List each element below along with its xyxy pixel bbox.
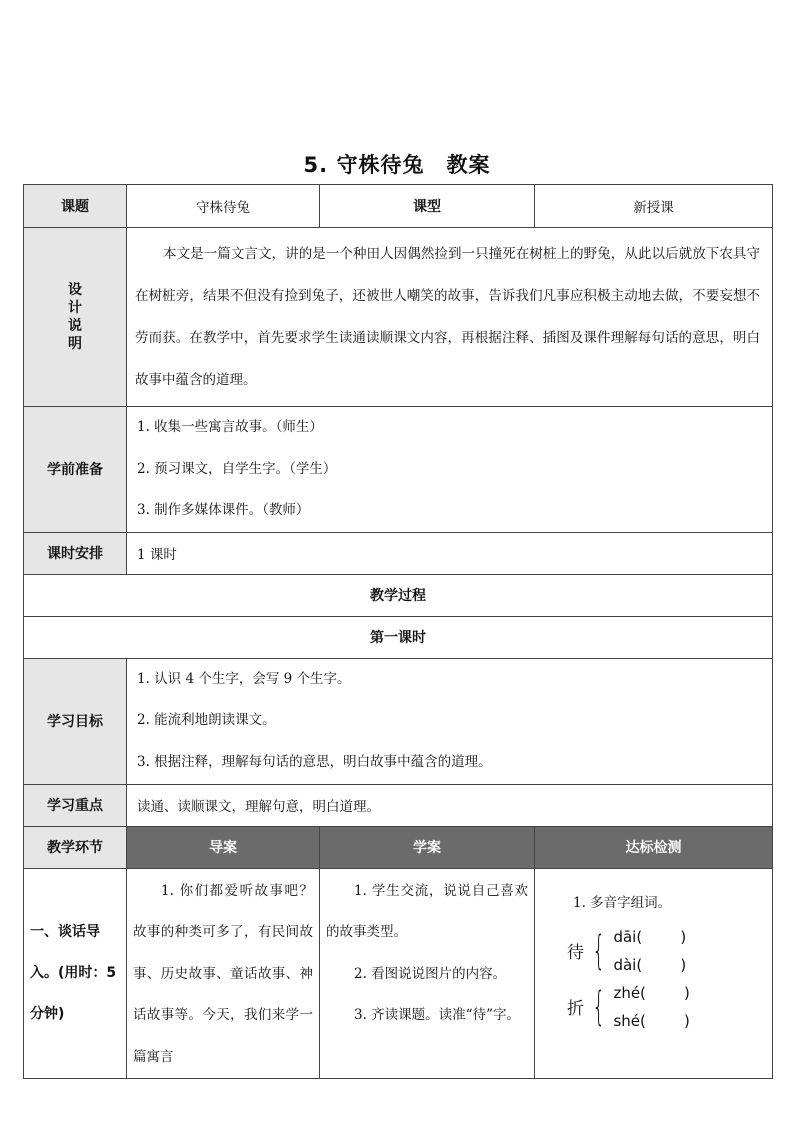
lesson-title-row [24, 616, 773, 658]
step1-guide: 1. 你们都爱听故事吧？故事的种类可多了，有民间故事、历史故事、童话故事、神话故事等。今天，我们来学一篇寓言 [127, 868, 320, 1079]
type-value: 新授课 [535, 185, 773, 228]
document-title: 5. 守株待兔 教案 [303, 153, 491, 177]
goal-item: 2. 能流利地朗读课文。 [137, 712, 276, 729]
prep-item: 3. 制作多媒体课件。（教师） [137, 502, 310, 518]
schedule-value: 1 课时 [127, 532, 773, 574]
goal-item: 3. 根据注释，理解每句话的意思，明白故事中蕴含的道理。 [137, 753, 492, 770]
schedule-label: 课时安排 [24, 532, 127, 574]
step1-check [535, 868, 773, 1079]
pinyin-blank: dài( ) [613, 955, 687, 974]
design-label [24, 228, 127, 407]
brace-icon: { [592, 927, 606, 974]
goals-label: 学习目标 [24, 658, 127, 784]
polyphone-char: 待 [567, 943, 584, 963]
col-guide: 导案 [127, 826, 320, 868]
goal-item: 1. 认识 4 个生字，会写 9 个生字。 [137, 670, 351, 687]
polyphone-group [567, 979, 772, 1035]
design-text: 本文是一篇文言文，讲的是一个种田人因偶然捡到一只撞死在树桩上的野兔，从此以后就放下农具守在树桩旁，结果不但没有捡到兔子，还被世人嘲笑的故事，告诉我们凡事应积极主动地去做，不要妄想不劳而获。在教学中，首先要求学生读通读顺课文内容，再根据注释、插图及课件理解每句话的意思，明白故事中蕴含的道理。 [127, 228, 773, 407]
step1-row [24, 868, 773, 1079]
study-item: 3. 齐读课题。读准“待”字。 [354, 1007, 520, 1023]
brace-icon: { [592, 983, 606, 1030]
lesson-plan-table [23, 184, 773, 1079]
type-label: 课型 [320, 185, 535, 228]
focus-label: 学习重点 [24, 784, 127, 826]
prep-row [24, 407, 773, 533]
pinyin-blank: dāi( ) [613, 927, 687, 946]
process-title-row [24, 574, 773, 616]
pinyin-blank: shé( ) [613, 1011, 690, 1030]
step1-label: 一、谈话导入。(用时：5 分钟) [24, 868, 127, 1079]
topic-row [24, 185, 773, 228]
polyphone-group [567, 923, 772, 979]
column-header-row [24, 826, 773, 868]
col-step: 教学环节 [24, 826, 127, 868]
prep-list [127, 407, 773, 533]
check-title: 1. 多音字组词。 [573, 894, 672, 911]
prep-label: 学前准备 [24, 407, 127, 533]
lesson-title: 第一课时 [24, 616, 773, 658]
polyphone-char: 折 [567, 999, 584, 1019]
goals-list [127, 658, 773, 784]
goals-row [24, 658, 773, 784]
prep-item: 1. 收集一些寓言故事。（师生） [137, 419, 323, 435]
polyphone-readings [613, 923, 686, 979]
design-label-text: 设计说明 [68, 282, 82, 352]
schedule-row [24, 532, 773, 574]
step1-study [320, 868, 535, 1079]
pinyin-blank: zhé( ) [613, 983, 690, 1002]
col-check: 达标检测 [535, 826, 773, 868]
process-title: 教学过程 [24, 574, 773, 616]
polyphone-readings [613, 979, 689, 1035]
focus-value: 读通、读顺课文，理解句意，明白道理。 [127, 784, 773, 826]
topic-label: 课题 [24, 185, 127, 228]
study-item: 2. 看图说说图片的内容。 [354, 965, 507, 982]
focus-row [24, 784, 773, 826]
design-row [24, 228, 773, 407]
prep-item: 2. 预习课文，自学生字。（学生） [137, 460, 337, 477]
study-item: 1. 学生交流，说说自己喜欢的故事类型。 [326, 882, 528, 940]
col-study: 学案 [320, 826, 535, 868]
topic-value: 守株待兔 [127, 185, 320, 228]
